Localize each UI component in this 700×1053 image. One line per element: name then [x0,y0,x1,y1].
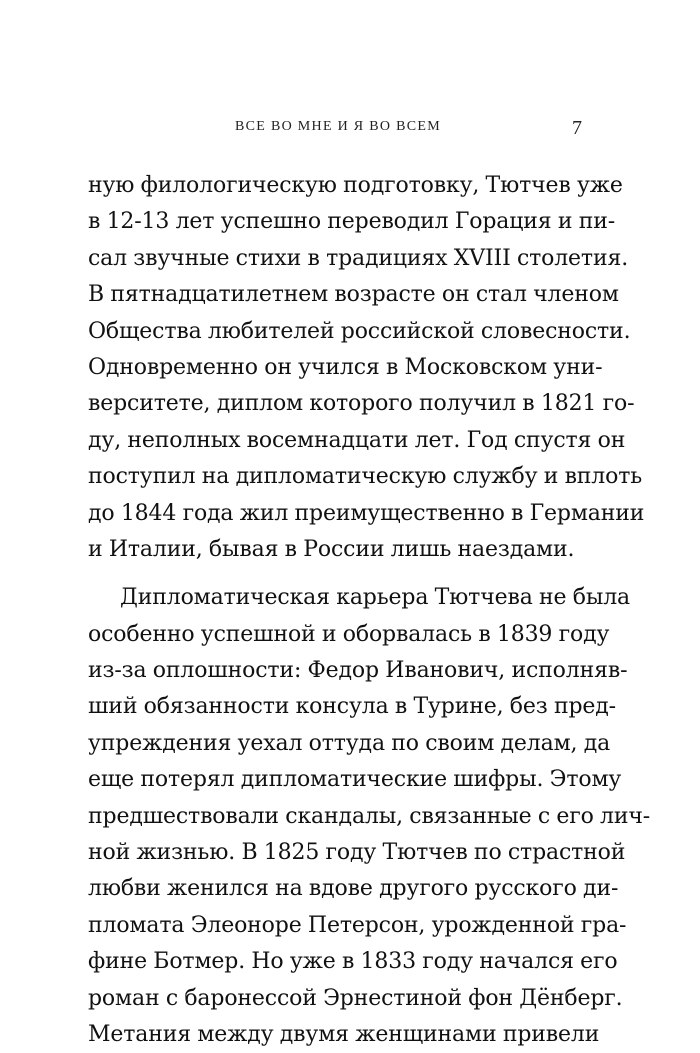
running-title: ВСЕ ВО МНЕ И Я ВО ВСЕМ [235,119,441,134]
text-line: сал звучные стихи в традициях XVIII столетия. [88,245,629,271]
paragraph-2 [88,580,651,1053]
text-line: пломата Элеоноре Петерсон, урожденной гра- [88,912,627,938]
text-line: ную филологическую подготовку, Тютчев уже [88,173,623,198]
text-line: ной жизнью. В 1825 году Тютчев по страстной [88,840,626,866]
text-line: упреждения уехал оттуда по своим делам, да [88,730,611,756]
text-line: ду, неполных восемнадцати лет. Год спустя он [88,427,626,453]
text-line: Метания между двумя женщинами привели [88,1021,600,1047]
paragraph-1 [88,168,645,568]
text-line: поступил на дипломатическую службу и вплоть [88,464,643,490]
paragraph-spacer [88,568,578,580]
text-line: еще потерял дипломатические шифры. Этому [88,767,622,793]
text-line: Одновременно он учился в Московском уни- [88,354,603,380]
body-text [88,168,651,1053]
text-line: Дипломатическая карьера Тютчева не была [120,585,630,611]
running-head [112,119,582,143]
page-number: 7 [572,117,582,139]
text-line: ший обязанности консула в Турине, без пред- [88,694,616,720]
text-line: любви женился на вдове другого русского ди- [88,876,619,902]
text-line: до 1844 года жил преимущественно в Германии [88,500,645,526]
text-line: фине Ботмер. Но уже в 1833 году начался его [88,949,618,975]
text-line: из-за оплошности: Федор Иванович, исполняв- [88,658,628,684]
text-line: особенно успешной и оборвалась в 1839 году [88,621,610,647]
text-line: и Италии, бывая в России лишь наездами. [88,536,575,562]
text-line: Общества любителей российской словесности. [88,318,631,344]
text-line: в 12-13 лет успешно переводил Горация и пи- [88,209,616,235]
text-line: роман с баронессой Эрнестиной фон Дёнберг. [88,985,623,1011]
text-line: верситете, диплом которого получил в 1821 го- [88,391,635,417]
text-line: В пятнадцатилетнем возрасте он стал членом [88,282,619,308]
text-line: предшествовали скандалы, связанные с его лич- [88,803,651,829]
